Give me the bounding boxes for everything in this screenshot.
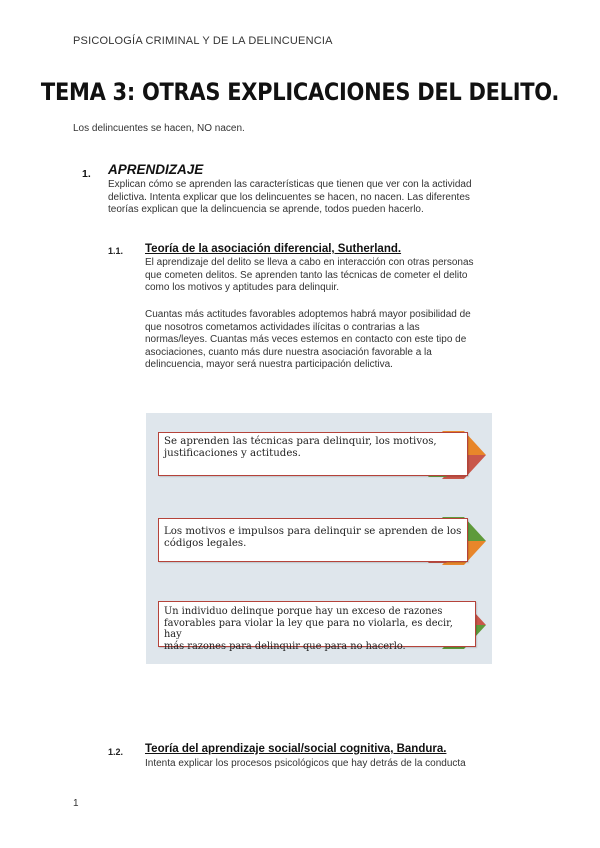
paragraph-line: que cometen delitos. Se aprenden tanto las técnicas de cometer el delito [145, 269, 468, 281]
diagram-box [158, 601, 476, 652]
diagram-figure [146, 413, 492, 664]
diagram-box [158, 518, 468, 562]
section-title: APRENDIZAJE [108, 162, 204, 177]
box-line: justificaciones y actitudes. [164, 448, 301, 459]
paragraph-line: Explican cómo se aprenden las características que tienen que ver con la actividad [108, 179, 472, 190]
box-line: Los motivos e impulsos para delinquir se aprenden de los [164, 526, 462, 537]
intro-text: Los delincuentes se hacen, NO nacen. [73, 123, 245, 134]
paragraph-line: Cuantas más actitudes favorables adoptemos habrá mayor posibilidad de [145, 309, 471, 320]
subsection-title: Teoría de la asociación diferencial, Sutherland. [145, 243, 402, 255]
paragraph-line: delincuencia, mayor será nuestra participación delictiva. [145, 359, 393, 371]
paragraph-line: como los motivos y aptitudes para delinquir. [145, 282, 339, 294]
box-line: favorables para violar la ley que para no violarla, es decir, hay [164, 617, 453, 641]
box-line: Un individuo delinque porque hay un exceso de razones [164, 606, 443, 617]
subsection-paragraph [145, 257, 525, 295]
page-header: PSICOLOGÍA CRIMINAL Y DE LA DELINCUENCIA [73, 35, 333, 47]
subsection-number: 1.1. [108, 246, 124, 256]
paragraph-line: asociaciones, cuanto más dure nuestra asociación favorable a la [145, 346, 432, 358]
box-line: códigos legales. [164, 538, 247, 549]
diagram-box [158, 432, 468, 476]
subsection-number: 1.2. [108, 747, 124, 757]
section-paragraph [108, 179, 528, 217]
subsection-title: Teoría del aprendizaje social/social cognitiva, Bandura. [145, 743, 447, 755]
paragraph-line: normas/leyes. Cuantas más veces estemos en contacto con este tipo de [145, 334, 467, 346]
box-line: Se aprenden las técnicas para delinquir, los motivos, [164, 436, 437, 447]
paragraph-line: El aprendizaje del delito se lleva a cabo en interacción con otras personas [145, 257, 474, 268]
paragraph-line: teorías explican que la delincuencia se aprende, todos pueden hacerlo. [108, 204, 424, 216]
page-number: 1 [73, 798, 79, 809]
box-line: más razones para delinquir que para no hacerlo. [164, 640, 406, 652]
paragraph-line: que nosotros cometamos actividades ilícitas o contrarias a las [145, 321, 420, 333]
subsection-line: Intenta explicar los procesos psicológicos que hay detrás de la conducta [145, 758, 466, 769]
subsection-paragraph [145, 309, 525, 372]
paragraph-line: delictiva. Intenta explicar que los delincuentes se hacen, no nacen. Las diferentes [108, 191, 470, 203]
section-number: 1. [82, 168, 91, 180]
page-title: TEMA 3: OTRAS EXPLICACIONES DEL DELITO. [40, 78, 560, 106]
